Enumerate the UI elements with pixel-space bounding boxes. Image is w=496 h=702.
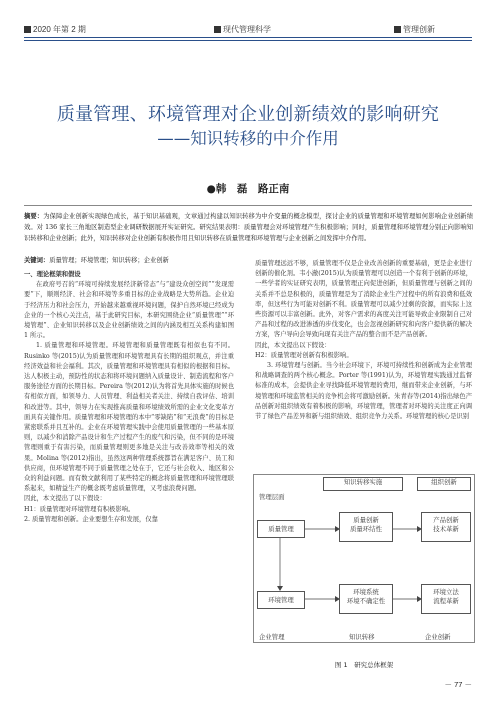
box-env-mgmt: 环境管理 (257, 591, 305, 609)
figure-connectors (253, 474, 475, 652)
page-number: － 77 － (444, 680, 472, 689)
running-header (24, 24, 472, 38)
label-top-left: 管理层面 (259, 493, 285, 501)
box-inn2: 环境立法 流程革新 (421, 584, 471, 614)
paragraph: H1：质量管理对环境管理有积极影响。 (24, 505, 135, 513)
paragraph: 2. 质量管理和创新。企业要想生存和发展，仅靠 (24, 515, 158, 523)
label-bottom-right: 企业创新 (425, 633, 451, 641)
paragraph: 1. 质量管理和环境管理。环境管理和质量管理既有相似也有不同。Rusinko 等(2015)认为质量管理和环境管理具有长期的组织观点，并注重经济效益和社会福利。其次，质量管理和环境管理具有相似的根据和目标。达人积极主动，预防性的状态和将环境问题纳入质量设计、制造流程和客户服务途径方面的长期目标。Pereira 等(2012)认为将首先具体实施的时候也有相似方面，如领导力、人员管理、利益相关者关注、持续自我评估、培训和改进等。其中，领导力在实现推高质量和环境绩效所需的企业文化变革方面具有关键作用。质量管理和环境管理的本中“零缺陷”和“无浪费”的目标是紧密联系并且互补的。企业在环境管理实践中会使用质量管理的一些基本原则，以减少和消除产品设计和生产过程产生的废气和污染，但不同的是环境管理则重于有害污染，而质量管理则更多地是关注与改善效率等相关的效果。Molina 等(2012)指出，虽然这两种管理系统都旨在满足客户、员工和供应商，但环境管理不同于质量管理之处在于，它还与社会收入、地区和公众的利益问题。而有数文献利用了某些特定的概念将质量管理和环境管理联系起来，如精益生产的概念既考虑质量管理，又考虑浪费问题。 (24, 342, 234, 493)
paper-subtitle: ——知识转移的中介作用 (157, 129, 339, 148)
header-rule (24, 37, 472, 38)
square-bullet-icon (214, 26, 221, 33)
keywords-text: 质量管理；环境管理；知识转移；企业创新 (49, 257, 169, 264)
label-bottom-left: 企业管理 (259, 633, 285, 641)
abstract-label: 摘要： (24, 213, 44, 220)
box-innovation: 组织创新 (417, 477, 471, 491)
abstract-rule (24, 205, 472, 206)
paragraph: 在政府号召的“环境可持续发展经济新常态”与“建设众创空间”“发现需要”下，顺则经济、社会和环境等多重目标的企业战略是大势所趋。企业迫于经济压力和社会压力，开始越来越重视环境问题，保护自然环境已经成为企业的一个核心关注点，基于此研究目标，本研究围绕企业“质量管理”“环境管理”、企业知识转移以及企业创新绩效之间的内涵及相互关系构建如图 1 所示。 (24, 281, 234, 340)
abstract-text: 为保障企业创新实现绿色成长，基于知识基础观，文章通过构建以知识转移为中介变量的概念模型，探讨企业的质量管理和环境管理如何影响企业创新绩效。对 136 家长三角地区制造型企业调研数据展开实证研究。研究结果表明：质量管理会对环境管理产生积极影响；同时，质量管理和环境管理分别正向影响知识转移和企业创新；此外，知识转移对企业创新有积极作用且知识转移在质量管理和环境管理与企业创新之间发挥中介作用。 (24, 213, 474, 243)
box-inn1: 产品创新 技术革新 (421, 512, 471, 542)
header-rule-thin (24, 40, 472, 41)
paragraph: 3. 环境管理与创新。当今社会环境下，环境可持续性和创新成为企业管理和战略调查的两个核心概念。Porter 等(1991)认为，环境管理实践通过监督标准的成本，会提供企业寻找降低环境管理的费用，继而带来企业创新，与环境管理和环境监管相关的竞争机会将可激励创新。朱青春等(2014)指出绿色产品创新对组织绩效有着积极的影响，环境管理，管理者对环境的关注度正向调节了绿色产品差异和新与组织绩效、组织竞争力关系。环境管理的核心是识别 (255, 362, 472, 421)
right-column (255, 259, 472, 422)
box-quality-mgmt: 质量管理 (257, 520, 305, 538)
paper-title: 质量管理、环境管理对企业创新绩效的影响研究 (56, 104, 440, 125)
section-label: 管理创新 (394, 24, 435, 35)
abstract (24, 211, 473, 245)
authors: ●韩 磊 路正南 (206, 183, 290, 195)
figure-frame (254, 475, 475, 643)
paragraph: 因此，本文提出了以下假设： (24, 495, 106, 503)
issue-label: 2020 年第 2 期 (24, 24, 86, 35)
paragraph: 质量管理远远不够，质量管理不仅是企业改善创新的重要基础，更是企业进行创新的催化剂。韦小澈(2015)认为质量管理可以创造一个有利于创新的环境，一些学者的实证研究表明，质量管理正向促进创新，但质量管理与创新之间的关系并不总是积极的，质量管理是为了消除企业生产过程中的所有浪费和低效率，但这些行为可能对创新不利。质量管理可以减少过剩的资源，而实际上这些资源可以丰富创新。此外，对客户需求的高度关注可能导致企业限制自己对产品和过程的改进渗透的步伐变化，也会忽视创新研究和向客户提供新的解决方案，客户导向会导致向现有关注产品的整合而不是产品创新。 (255, 260, 472, 339)
figure-caption: 图 1 研究总体框架 (334, 661, 394, 669)
keywords-label: 关键词： (24, 257, 50, 264)
paragraph: H2：质量管理对创新有积极影响。 (255, 351, 353, 359)
square-bullet-icon (24, 26, 31, 33)
box-km2: 环境系统 环境不确定性 (339, 584, 393, 614)
framework-figure (253, 474, 475, 652)
journal-label: 现代管理科学 (214, 24, 271, 35)
box-km1: 质量创新 质量环结性 (339, 512, 393, 542)
left-column (24, 270, 234, 525)
box-knowledge-transfer: 知识转移实施 (323, 477, 403, 491)
label-bottom-mid: 知识转移 (349, 633, 375, 641)
section-heading: 一、理论框架和假设 (24, 271, 81, 278)
paragraph: 因此，本文提出以下假设： (255, 341, 331, 349)
square-bullet-icon (394, 26, 401, 33)
